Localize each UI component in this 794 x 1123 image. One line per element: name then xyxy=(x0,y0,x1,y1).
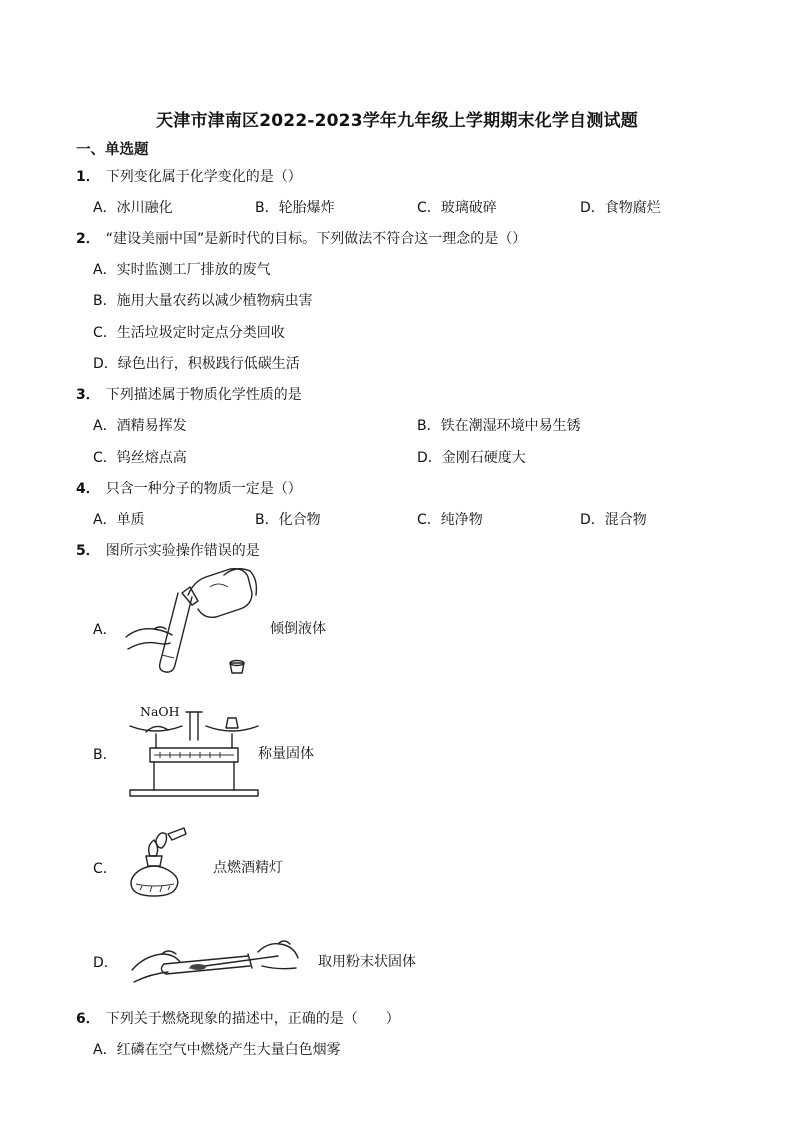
naoh-label: NaOH xyxy=(140,704,180,719)
q6-option-a[interactable]: A．红磷在空气中燃烧产生大量白色烟雾 xyxy=(93,1042,341,1058)
balance-scale-illustration xyxy=(124,700,264,804)
q4-option-d[interactable]: D．混合物 xyxy=(580,512,647,528)
question-text: 图所示实验操作错误的是 xyxy=(105,543,260,559)
q3-option-a[interactable]: A．酒精易挥发 xyxy=(93,418,187,434)
q4-option-b[interactable]: B．化合物 xyxy=(255,512,321,528)
q2-option-a[interactable]: A．实时监测工厂排放的废气 xyxy=(93,262,271,278)
q5-option-c-caption: 点燃酒精灯 xyxy=(213,860,283,876)
question-number: 3． xyxy=(76,387,100,403)
q5-option-c-letter[interactable]: C． xyxy=(93,861,117,877)
question-3 xyxy=(76,384,302,404)
q2-option-d[interactable]: D．绿色出行，积极践行低碳生活 xyxy=(93,356,300,372)
question-number: 4． xyxy=(76,481,100,497)
pouring-liquid-illustration xyxy=(120,565,260,685)
q2-option-c[interactable]: C．生活垃圾定时定点分类回收 xyxy=(93,325,285,341)
question-text: 只含一种分子的物质一定是（） xyxy=(105,481,302,497)
question-number: 2． xyxy=(76,231,100,247)
question-text: “建设美丽中国”是新时代的目标。下列做法不符合这一理念的是（） xyxy=(105,231,527,247)
q1-option-b[interactable]: B．轮胎爆炸 xyxy=(255,200,335,216)
q3-option-b[interactable]: B．铁在潮湿环境中易生锈 xyxy=(417,418,581,434)
q4-option-a[interactable]: A．单质 xyxy=(93,512,145,528)
q1-option-d[interactable]: D．食物腐烂 xyxy=(580,200,661,216)
exam-title: 天津市津南区2022-2023学年九年级上学期期末化学自测试题 xyxy=(156,111,638,131)
question-text: 下列变化属于化学变化的是（） xyxy=(105,169,302,185)
question-2 xyxy=(76,228,526,248)
question-number: 5． xyxy=(76,543,100,559)
q5-option-d-caption: 取用粉末状固体 xyxy=(318,954,416,970)
question-1 xyxy=(76,166,302,186)
question-number: 1． xyxy=(76,169,100,185)
q1-option-a[interactable]: A．冰川融化 xyxy=(93,200,173,216)
powder-spoon-illustration xyxy=(128,934,304,994)
q3-option-d[interactable]: D．金刚石硬度大 xyxy=(417,450,526,466)
q5-option-a-caption: 倾倒液体 xyxy=(270,621,326,637)
question-text: 下列关于燃烧现象的描述中，正确的是（ ） xyxy=(105,1011,400,1027)
section-heading: 一、单选题 xyxy=(76,142,149,158)
question-4 xyxy=(76,478,302,498)
question-5 xyxy=(76,540,260,560)
q2-option-b[interactable]: B．施用大量农药以减少植物病虫害 xyxy=(93,293,313,309)
question-text: 下列描述属于物质化学性质的是 xyxy=(105,387,302,403)
q4-option-c[interactable]: C．纯净物 xyxy=(417,512,483,528)
question-6 xyxy=(76,1008,400,1028)
q5-option-d-letter[interactable]: D． xyxy=(93,955,118,971)
q5-option-b-letter[interactable]: B． xyxy=(93,747,117,763)
q3-option-c[interactable]: C．钨丝熔点高 xyxy=(93,450,187,466)
q5-option-b-caption: 称量固体 xyxy=(258,746,314,762)
question-number: 6． xyxy=(76,1011,100,1027)
q5-option-a-letter[interactable]: A． xyxy=(93,622,117,638)
alcohol-lamp-illustration xyxy=(126,826,206,906)
q1-option-c[interactable]: C．玻璃破碎 xyxy=(417,200,497,216)
